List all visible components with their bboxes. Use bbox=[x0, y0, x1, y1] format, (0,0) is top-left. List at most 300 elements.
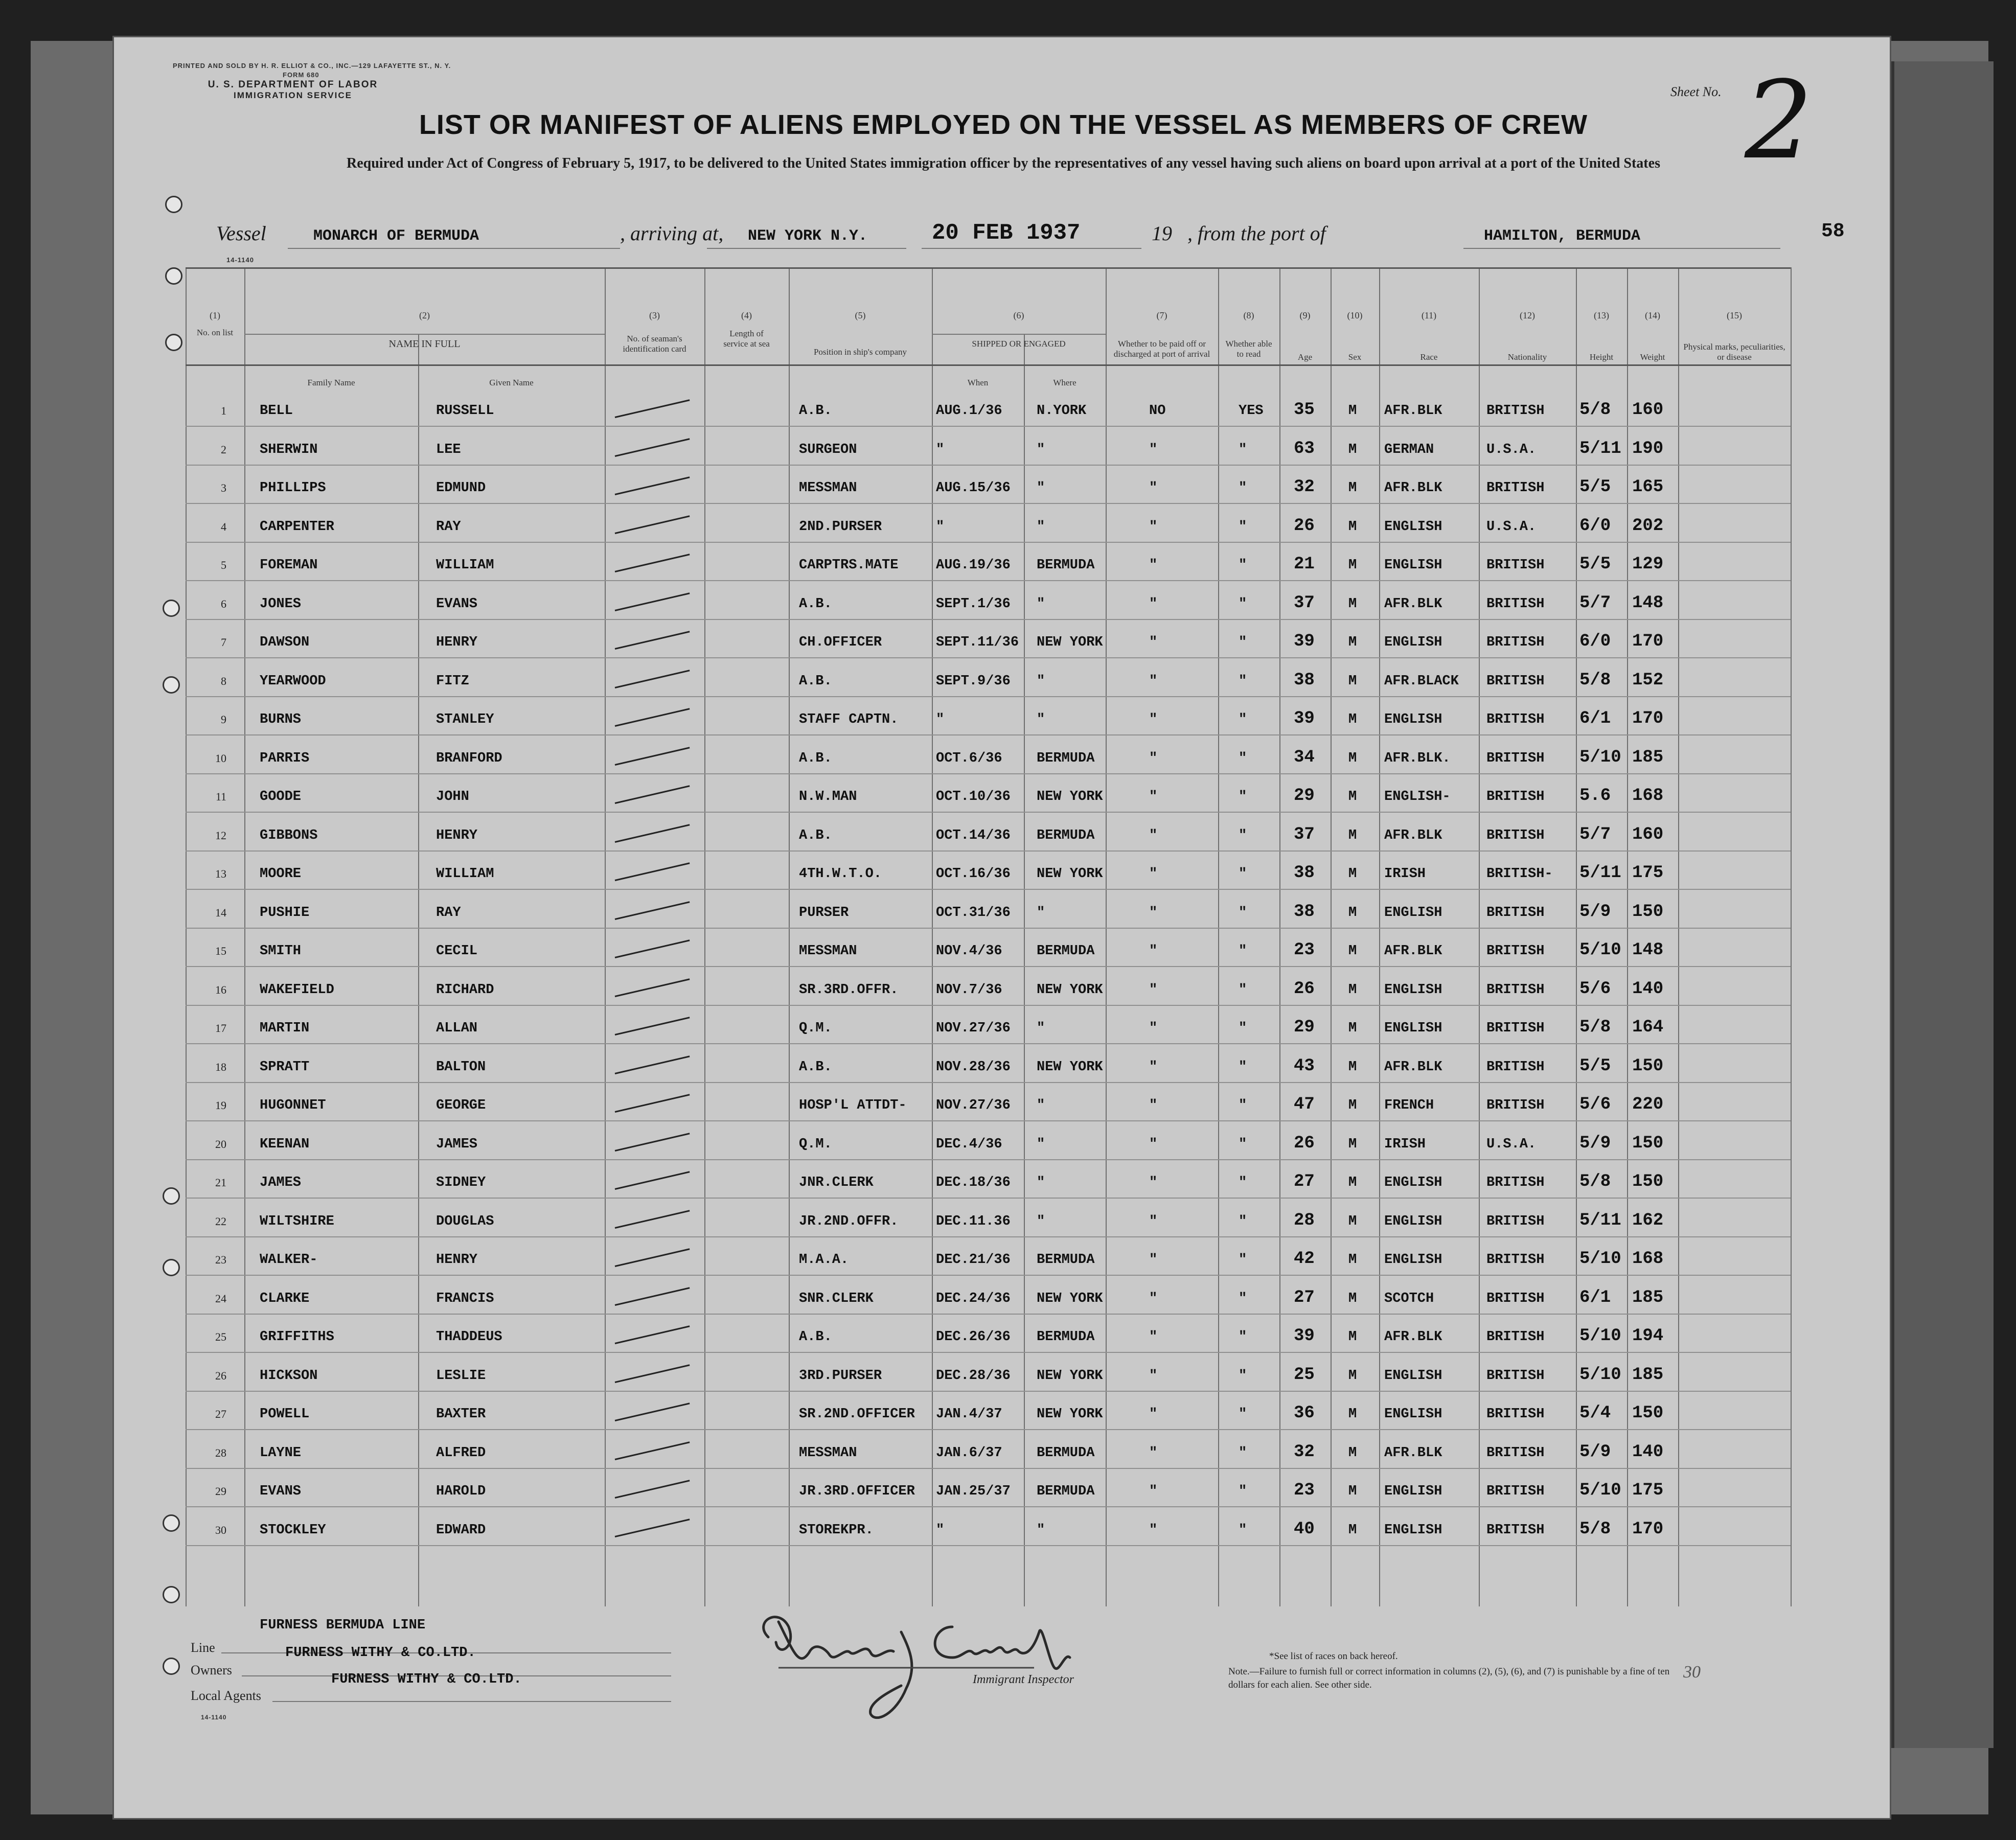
id-card-dash-mark bbox=[615, 592, 690, 611]
paid-off-cell: " bbox=[1149, 635, 1158, 650]
position-cell: SR.2ND.OFFICER bbox=[799, 1407, 915, 1422]
sex-cell: M bbox=[1348, 1445, 1357, 1461]
id-card-dash-mark bbox=[615, 1248, 690, 1267]
row-number-cell: 23 bbox=[215, 1253, 226, 1266]
row-number-cell: 21 bbox=[215, 1176, 226, 1189]
family-name-cell: GIBBONS bbox=[260, 827, 318, 843]
shipped-where-cell: N.YORK bbox=[1037, 403, 1087, 419]
nationality-cell: BRITISH bbox=[1486, 558, 1545, 573]
height-cell: 5/9 bbox=[1579, 1133, 1611, 1153]
row-number-cell: 22 bbox=[215, 1214, 226, 1228]
age-cell: 27 bbox=[1294, 1172, 1315, 1191]
age-cell: 21 bbox=[1294, 555, 1315, 574]
height-cell: 5/9 bbox=[1579, 1442, 1611, 1462]
race-cell: FRENCH bbox=[1384, 1098, 1434, 1113]
position-cell: JR.3RD.OFFICER bbox=[799, 1484, 915, 1499]
column-number: (8) bbox=[1243, 310, 1254, 320]
shipped-when-cell: SEPT.11/36 bbox=[936, 635, 1019, 650]
race-cell: ENGLISH bbox=[1384, 635, 1442, 650]
position-cell: A.B. bbox=[799, 403, 832, 419]
row-rule bbox=[186, 426, 1791, 427]
owners-name: FURNESS WITHY & CO.LTD. bbox=[285, 1645, 476, 1661]
underline bbox=[922, 248, 1141, 249]
column-divider bbox=[1024, 334, 1025, 1606]
sex-cell: M bbox=[1348, 1213, 1357, 1229]
age-cell: 39 bbox=[1294, 1326, 1315, 1346]
given-name-cell: FRANCIS bbox=[436, 1291, 494, 1306]
weight-cell: 140 bbox=[1632, 979, 1664, 999]
family-name-cell: MOORE bbox=[260, 866, 302, 882]
race-cell: IRISH bbox=[1384, 866, 1426, 882]
row-number-cell: 27 bbox=[215, 1408, 226, 1420]
position-cell: Q.M. bbox=[799, 1136, 832, 1152]
form-code: 14-1140 bbox=[226, 256, 254, 264]
weight-cell: 148 bbox=[1632, 593, 1664, 613]
family-name-cell: CLARKE bbox=[260, 1291, 310, 1306]
line-name: FURNESS BERMUDA LINE bbox=[260, 1618, 426, 1633]
row-rule bbox=[186, 657, 1791, 658]
weight-cell: 185 bbox=[1632, 747, 1664, 767]
id-card-dash-mark bbox=[615, 1094, 690, 1113]
shipped-where-cell: " bbox=[1037, 905, 1045, 921]
age-cell: 47 bbox=[1294, 1095, 1315, 1114]
shipped-when-cell: OCT.16/36 bbox=[936, 866, 1011, 882]
paid-off-cell: " bbox=[1149, 1136, 1158, 1152]
given-name-cell: HENRY bbox=[436, 827, 478, 843]
row-rule bbox=[186, 850, 1791, 852]
race-cell: ENGLISH bbox=[1384, 1213, 1442, 1229]
family-name-cell: BURNS bbox=[260, 712, 302, 727]
page-subtitle: Required under Act of Congress of February 5, 1917, to be delivered to the United States immigration officer by the representatives of any vessel having such aliens on board upon arrival at a port of the United States bbox=[347, 155, 1660, 171]
height-cell: 5/11 bbox=[1579, 1210, 1621, 1230]
height-cell: 5/10 bbox=[1579, 1326, 1621, 1346]
paid-off-cell: " bbox=[1149, 944, 1158, 959]
row-number-cell: 24 bbox=[215, 1292, 226, 1305]
paid-off-cell: " bbox=[1149, 1291, 1158, 1306]
position-cell: 3RD.PURSER bbox=[799, 1368, 882, 1384]
nationality-cell: BRITISH bbox=[1486, 403, 1545, 419]
paid-off-cell: " bbox=[1149, 1175, 1158, 1190]
sheet-number: 2 bbox=[1745, 58, 1813, 183]
line-label: Line bbox=[191, 1640, 215, 1655]
paid-off-cell: " bbox=[1149, 1522, 1158, 1538]
row-number-cell: 15 bbox=[215, 945, 226, 957]
family-name-cell: PHILLIPS bbox=[260, 480, 326, 496]
height-cell: 6/1 bbox=[1579, 709, 1611, 728]
paid-off-cell: " bbox=[1149, 1021, 1158, 1036]
position-cell: CARPTRS.MATE bbox=[799, 558, 899, 573]
column-number: (1) bbox=[210, 310, 220, 320]
sex-cell: M bbox=[1348, 480, 1357, 496]
nationality-cell: BRITISH bbox=[1486, 1252, 1545, 1268]
family-name-cell: SMITH bbox=[260, 944, 302, 959]
paid-off-cell: " bbox=[1149, 1213, 1158, 1229]
shipped-where-cell: NEW YORK bbox=[1037, 635, 1103, 650]
nationality-cell: BRITISH bbox=[1486, 480, 1545, 496]
shipped-where-cell: " bbox=[1037, 596, 1045, 612]
height-cell: 5/6 bbox=[1579, 1095, 1611, 1114]
nationality-cell: BRITISH bbox=[1486, 1021, 1545, 1036]
header-sex: Sex bbox=[1348, 352, 1362, 362]
id-card-dash-mark bbox=[615, 515, 690, 534]
age-cell: 32 bbox=[1294, 1442, 1315, 1462]
column-divider bbox=[1331, 267, 1332, 1606]
age-cell: 23 bbox=[1294, 940, 1315, 960]
paid-off-cell: " bbox=[1149, 1329, 1158, 1345]
departure-port: HAMILTON, BERMUDA bbox=[1484, 227, 1641, 245]
shipped-where-cell: NEW YORK bbox=[1037, 789, 1103, 804]
row-number-cell: 4 bbox=[221, 520, 226, 533]
height-cell: 5/4 bbox=[1579, 1404, 1611, 1423]
row-rule bbox=[186, 619, 1791, 620]
given-name-cell: ALLAN bbox=[436, 1021, 478, 1036]
shipped-when-cell: NOV.7/36 bbox=[936, 982, 1002, 998]
column-number: (15) bbox=[1727, 310, 1742, 320]
row-rule bbox=[186, 1043, 1791, 1044]
able-to-read-cell: " bbox=[1239, 1136, 1247, 1152]
binder-hole bbox=[163, 600, 180, 617]
id-card-dash-mark bbox=[615, 785, 690, 804]
height-cell: 6/1 bbox=[1579, 1287, 1611, 1307]
header-name-in-full: NAME IN FULL bbox=[388, 338, 461, 350]
column-divider bbox=[244, 267, 245, 1606]
race-cell: ENGLISH bbox=[1384, 712, 1442, 727]
row-rule bbox=[186, 812, 1791, 813]
height-cell: 6/0 bbox=[1579, 632, 1611, 651]
column-divider bbox=[605, 267, 606, 1606]
paid-off-cell: " bbox=[1149, 827, 1158, 843]
weight-cell: 170 bbox=[1632, 709, 1664, 728]
able-to-read-cell: " bbox=[1239, 1329, 1247, 1345]
paid-off-cell: " bbox=[1149, 982, 1158, 998]
given-name-cell: HAROLD bbox=[436, 1484, 486, 1499]
weight-cell: 160 bbox=[1632, 400, 1664, 420]
shipped-when-cell: JAN.25/37 bbox=[936, 1484, 1011, 1499]
row-rule bbox=[186, 1545, 1791, 1546]
given-name-cell: GEORGE bbox=[436, 1098, 486, 1113]
height-cell: 5/8 bbox=[1579, 400, 1611, 420]
race-cell: ENGLISH bbox=[1384, 1484, 1442, 1499]
race-cell: ENGLISH bbox=[1384, 1522, 1442, 1538]
weight-cell: 175 bbox=[1632, 863, 1664, 883]
family-name-cell: CARPENTER bbox=[260, 519, 334, 535]
able-to-read-cell: " bbox=[1239, 944, 1247, 959]
header-height: Height bbox=[1589, 352, 1614, 362]
race-cell: AFR.BLK bbox=[1384, 1445, 1442, 1461]
shipped-when-cell: DEC.11.36 bbox=[936, 1213, 1011, 1229]
able-to-read-cell: " bbox=[1239, 673, 1247, 689]
manifest-page bbox=[112, 36, 1891, 1820]
family-name-cell: BELL bbox=[260, 403, 293, 419]
id-card-dash-mark bbox=[615, 1480, 690, 1499]
shipped-where-cell: " bbox=[1037, 1136, 1045, 1152]
shipped-where-cell: BERMUDA bbox=[1037, 1252, 1095, 1268]
header-shipped: SHIPPED OR ENGAGED bbox=[972, 339, 1066, 349]
nationality-cell: BRITISH bbox=[1486, 1445, 1545, 1461]
sex-cell: M bbox=[1348, 673, 1357, 689]
row-number-cell: 7 bbox=[221, 636, 226, 649]
age-cell: 40 bbox=[1294, 1519, 1315, 1539]
binder-hole bbox=[165, 196, 182, 213]
position-cell: MESSMAN bbox=[799, 1445, 857, 1461]
id-card-dash-mark bbox=[615, 1017, 690, 1036]
given-name-cell: STANLEY bbox=[436, 712, 494, 727]
given-name-cell: WILLIAM bbox=[436, 558, 494, 573]
race-cell: ENGLISH bbox=[1384, 982, 1442, 998]
row-rule bbox=[186, 966, 1791, 967]
able-to-read-cell: " bbox=[1239, 1407, 1247, 1422]
paid-off-cell: " bbox=[1149, 1252, 1158, 1268]
row-rule bbox=[186, 696, 1791, 697]
position-cell: A.B. bbox=[799, 596, 832, 612]
column-divider bbox=[932, 267, 933, 1606]
able-to-read-cell: " bbox=[1239, 596, 1247, 612]
family-name-cell: STOCKLEY bbox=[260, 1522, 326, 1538]
race-cell: AFR.BLK bbox=[1384, 596, 1442, 612]
shipped-when-cell: NOV.4/36 bbox=[936, 944, 1002, 959]
sex-cell: M bbox=[1348, 442, 1357, 457]
sex-cell: M bbox=[1348, 1407, 1357, 1422]
shipped-when-cell: " bbox=[936, 519, 945, 535]
row-rule bbox=[186, 928, 1791, 929]
binder-hole bbox=[165, 267, 182, 285]
given-name-cell: SIDNEY bbox=[436, 1175, 486, 1190]
row-number-cell: 9 bbox=[221, 713, 226, 726]
column-number: (13) bbox=[1594, 310, 1609, 320]
header-physical-marks: Physical marks, peculiarities, or disease bbox=[1683, 342, 1785, 362]
height-cell: 5/5 bbox=[1579, 555, 1611, 574]
row-number-cell: 12 bbox=[215, 829, 226, 842]
family-name-cell: MARTIN bbox=[260, 1021, 310, 1036]
inspector-label: Immigrant Inspector bbox=[973, 1673, 1074, 1686]
height-cell: 5.6 bbox=[1579, 786, 1611, 806]
shipped-when-cell: DEC.21/36 bbox=[936, 1252, 1011, 1268]
sex-cell: M bbox=[1348, 982, 1357, 998]
shipped-where-cell: " bbox=[1037, 1175, 1045, 1190]
given-name-cell: DOUGLAS bbox=[436, 1213, 494, 1229]
column-divider bbox=[789, 267, 790, 1606]
paid-off-cell: " bbox=[1149, 905, 1158, 921]
underline bbox=[272, 1701, 671, 1702]
nationality-cell: BRITISH bbox=[1486, 1291, 1545, 1306]
service-name: IMMIGRATION SERVICE bbox=[234, 90, 352, 100]
age-cell: 37 bbox=[1294, 593, 1315, 613]
shipped-where-cell: " bbox=[1037, 1522, 1045, 1538]
given-name-cell: CECIL bbox=[436, 944, 478, 959]
nationality-cell: U.S.A. bbox=[1486, 442, 1537, 457]
shipped-when-cell: OCT.31/36 bbox=[936, 905, 1011, 921]
weight-cell: 202 bbox=[1632, 516, 1664, 536]
row-number-cell: 16 bbox=[215, 983, 226, 996]
row-rule bbox=[186, 1120, 1791, 1121]
position-cell: M.A.A. bbox=[799, 1252, 849, 1268]
table-top-border bbox=[186, 267, 1791, 269]
sex-cell: M bbox=[1348, 558, 1357, 573]
family-name-cell: POWELL bbox=[260, 1407, 310, 1422]
nationality-cell: BRITISH bbox=[1486, 1175, 1545, 1190]
paid-off-cell: " bbox=[1149, 1059, 1158, 1075]
given-name-cell: EDWARD bbox=[436, 1522, 486, 1538]
height-cell: 5/11 bbox=[1579, 439, 1621, 458]
header-id-card: No. of seaman's identification card bbox=[623, 334, 686, 354]
local-agents-label: Local Agents bbox=[191, 1688, 261, 1703]
id-card-dash-mark bbox=[615, 1133, 690, 1152]
height-cell: 5/8 bbox=[1579, 670, 1611, 690]
shipped-when-cell: DEC.4/36 bbox=[936, 1136, 1002, 1152]
position-cell: STAFF CAPTN. bbox=[799, 712, 899, 727]
shipped-where-cell: NEW YORK bbox=[1037, 1407, 1103, 1422]
page-title: LIST OR MANIFEST OF ALIENS EMPLOYED ON THE VESSEL AS MEMBERS OF CREW bbox=[419, 109, 1588, 140]
nationality-cell: U.S.A. bbox=[1486, 1136, 1537, 1152]
race-cell: IRISH bbox=[1384, 1136, 1426, 1152]
owners-label: Owners bbox=[191, 1663, 232, 1677]
from-port-label: , from the port of bbox=[1187, 222, 1326, 245]
family-name-cell: HICKSON bbox=[260, 1368, 318, 1384]
shipped-when-cell: NOV.27/36 bbox=[936, 1098, 1011, 1113]
age-cell: 42 bbox=[1294, 1249, 1315, 1269]
family-name-cell: GOODE bbox=[260, 789, 302, 804]
row-number-cell: 11 bbox=[215, 790, 226, 803]
year-label: 19 bbox=[1152, 222, 1172, 245]
printer-credit: PRINTED AND SOLD BY H. R. ELLIOT & CO., INC.—129 LAFAYETTE ST., N. Y. bbox=[173, 62, 451, 70]
race-cell: SCOTCH bbox=[1384, 1291, 1434, 1306]
sex-cell: M bbox=[1348, 519, 1357, 535]
id-card-dash-mark bbox=[615, 438, 690, 457]
nationality-cell: BRITISH bbox=[1486, 1522, 1545, 1538]
id-card-dash-mark bbox=[615, 631, 690, 650]
shipped-subheader-rule bbox=[932, 334, 1106, 335]
nationality-cell: BRITISH bbox=[1486, 1213, 1545, 1229]
nationality-cell: BRITISH bbox=[1486, 905, 1545, 921]
age-cell: 29 bbox=[1294, 1018, 1315, 1037]
weight-cell: 164 bbox=[1632, 1018, 1664, 1037]
row-number-cell: 25 bbox=[215, 1330, 226, 1343]
weight-cell: 175 bbox=[1632, 1481, 1664, 1500]
weight-cell: 170 bbox=[1632, 1519, 1664, 1539]
age-cell: 63 bbox=[1294, 439, 1315, 458]
sex-cell: M bbox=[1348, 1291, 1357, 1306]
age-cell: 25 bbox=[1294, 1365, 1315, 1385]
sex-cell: M bbox=[1348, 827, 1357, 843]
position-cell: 4TH.W.T.O. bbox=[799, 866, 882, 882]
row-rule bbox=[186, 503, 1791, 504]
column-number: (9) bbox=[1299, 310, 1311, 320]
paid-off-cell: " bbox=[1149, 1484, 1158, 1499]
age-cell: 37 bbox=[1294, 824, 1315, 844]
age-cell: 36 bbox=[1294, 1404, 1315, 1423]
race-cell: AFR.BLK bbox=[1384, 1059, 1442, 1075]
family-name-cell: LAYNE bbox=[260, 1445, 302, 1461]
department-name: U. S. DEPARTMENT OF LABOR bbox=[208, 79, 378, 90]
position-cell: HOSP'L ATTDT- bbox=[799, 1098, 907, 1113]
shipped-where-cell: BERMUDA bbox=[1037, 750, 1095, 766]
row-rule bbox=[186, 465, 1791, 466]
shipped-where-cell: NEW YORK bbox=[1037, 866, 1103, 882]
height-cell: 5/5 bbox=[1579, 1056, 1611, 1076]
paid-off-cell: " bbox=[1149, 596, 1158, 612]
row-number-cell: 20 bbox=[215, 1137, 226, 1151]
paid-off-cell: " bbox=[1149, 480, 1158, 496]
row-number-cell: 14 bbox=[215, 906, 226, 919]
age-cell: 43 bbox=[1294, 1056, 1315, 1076]
nationality-cell: BRITISH bbox=[1486, 789, 1545, 804]
weight-cell: 148 bbox=[1632, 940, 1664, 960]
arriving-label: , arriving at, bbox=[620, 222, 724, 245]
race-cell: AFR.BLK bbox=[1384, 944, 1442, 959]
shipped-when-cell: AUG.1/36 bbox=[936, 403, 1002, 419]
shipped-where-cell: " bbox=[1037, 1021, 1045, 1036]
vessel-label: Vessel bbox=[216, 222, 266, 245]
shipped-where-cell: " bbox=[1037, 1098, 1045, 1113]
column-divider bbox=[1106, 267, 1107, 1606]
family-name-cell: JAMES bbox=[260, 1175, 302, 1190]
shipped-where-cell: " bbox=[1037, 673, 1045, 689]
row-rule bbox=[186, 1275, 1791, 1276]
able-to-read-cell: " bbox=[1239, 1175, 1247, 1190]
row-number-cell: 10 bbox=[215, 751, 226, 765]
column-divider bbox=[1791, 267, 1792, 1606]
row-rule bbox=[186, 773, 1791, 774]
age-cell: 38 bbox=[1294, 863, 1315, 883]
row-rule bbox=[186, 1314, 1791, 1315]
binder-hole bbox=[163, 1586, 180, 1603]
race-cell: ENGLISH bbox=[1384, 1368, 1442, 1384]
column-number: (3) bbox=[649, 310, 660, 320]
arrival-date: 20 FEB 1937 bbox=[932, 220, 1081, 246]
paid-off-cell: " bbox=[1149, 866, 1158, 882]
row-rule bbox=[186, 580, 1791, 581]
height-cell: 5/10 bbox=[1579, 1365, 1621, 1385]
weight-cell: 162 bbox=[1632, 1210, 1664, 1230]
able-to-read-cell: " bbox=[1239, 1021, 1247, 1036]
family-name-cell: KEENAN bbox=[260, 1136, 310, 1152]
given-name-cell: RICHARD bbox=[436, 982, 494, 998]
age-cell: 34 bbox=[1294, 747, 1315, 767]
able-to-read-cell: " bbox=[1239, 1059, 1247, 1075]
able-to-read-cell: " bbox=[1239, 1522, 1247, 1538]
weight-cell: 150 bbox=[1632, 1172, 1664, 1191]
shipped-where-cell: BERMUDA bbox=[1037, 827, 1095, 843]
shipped-when-cell: DEC.18/36 bbox=[936, 1175, 1011, 1190]
family-name-cell: SHERWIN bbox=[260, 442, 318, 457]
given-name-cell: JAMES bbox=[436, 1136, 478, 1152]
nationality-cell: BRITISH bbox=[1486, 1368, 1545, 1384]
shipped-when-cell: DEC.26/36 bbox=[936, 1329, 1011, 1345]
column-number: (14) bbox=[1645, 310, 1660, 320]
paid-off-cell: " bbox=[1149, 1368, 1158, 1384]
paid-off-cell: NO bbox=[1149, 403, 1166, 419]
position-cell: Q.M. bbox=[799, 1021, 832, 1036]
family-name-cell: DAWSON bbox=[260, 635, 310, 650]
paid-off-cell: " bbox=[1149, 789, 1158, 804]
shipped-when-cell: AUG.19/36 bbox=[936, 558, 1011, 573]
binder-hole bbox=[163, 1259, 180, 1276]
weight-cell: 140 bbox=[1632, 1442, 1664, 1462]
row-rule bbox=[186, 1506, 1791, 1507]
weight-cell: 150 bbox=[1632, 1404, 1664, 1423]
footer-form-code: 14-1140 bbox=[201, 1714, 227, 1721]
nationality-cell: BRITISH bbox=[1486, 750, 1545, 766]
position-cell: MESSMAN bbox=[799, 944, 857, 959]
header-paid-off: Whether to be paid off or discharged at port of arrival bbox=[1113, 339, 1210, 359]
race-cell: AFR.BLK bbox=[1384, 827, 1442, 843]
able-to-read-cell: " bbox=[1239, 750, 1247, 766]
header-race: Race bbox=[1420, 352, 1438, 362]
age-cell: 28 bbox=[1294, 1210, 1315, 1230]
position-cell: 2ND.PURSER bbox=[799, 519, 882, 535]
nationality-cell: BRITISH bbox=[1486, 1098, 1545, 1113]
shipped-when-cell: DEC.28/36 bbox=[936, 1368, 1011, 1384]
